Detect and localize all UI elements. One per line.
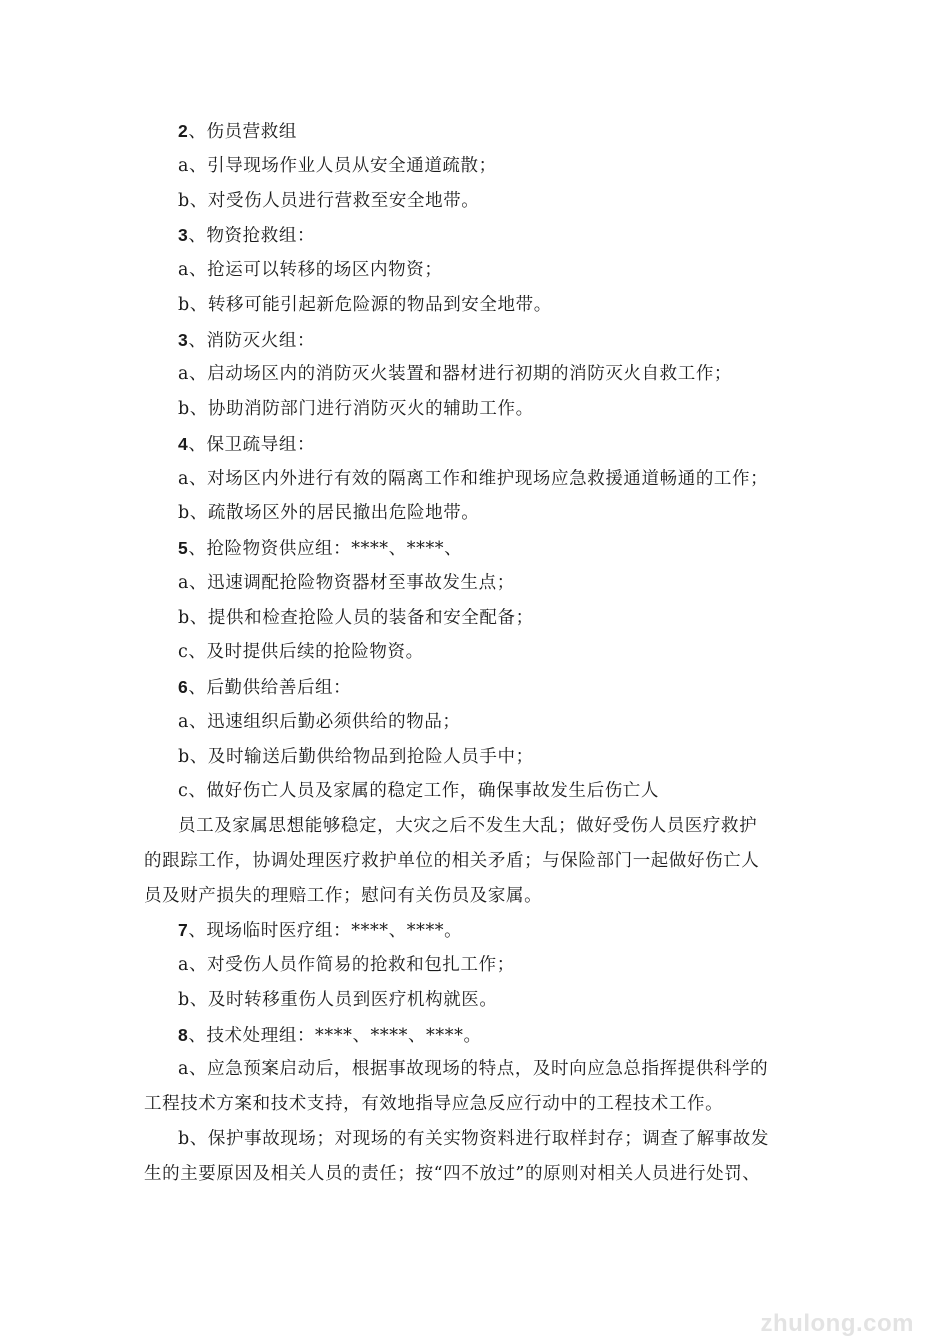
paragraph-line: a、抢运可以转移的场区内物资； (178, 260, 443, 280)
watermark: zhulong.com (760, 1310, 914, 1337)
section-number: 3 (178, 225, 189, 246)
section-heading (178, 675, 351, 700)
section-title: 、保卫疏导组： (188, 434, 316, 455)
section-heading (178, 918, 462, 943)
section-heading (178, 1023, 482, 1048)
paragraph-line: b、及时输送后勤供给物品到抢险人员手中； (178, 746, 534, 767)
section-number: 3 (178, 329, 189, 350)
section-number: 4 (178, 433, 189, 454)
section-title: 、后勤供给善后组： (188, 678, 352, 698)
paragraph-line: 员工及家属思想能够稳定，大灾之后不发生大乱；做好受伤人员医疗救护 (178, 816, 758, 836)
paragraph-line: b、协助消防部门进行消防灭火的辅助工作。 (178, 399, 534, 419)
section-title: 、现场临时医疗组：****、****。 (188, 921, 463, 942)
section-heading (178, 536, 462, 561)
paragraph-line: c、及时提供后续的抢险物资。 (178, 642, 424, 663)
section-title: 、技术处理组：****、****、****。 (188, 1025, 482, 1046)
paragraph-line: b、疏散场区外的居民撤出危险地带。 (178, 503, 480, 524)
paragraph-line: a、对受伤人员作简易的抢救和包扎工作； (178, 955, 515, 975)
paragraph-line: b、对受伤人员进行营救至安全地带。 (178, 190, 480, 211)
paragraph-line: b、转移可能引起新危险源的物品到安全地带。 (178, 294, 552, 315)
paragraph-line: 的跟踪工作，协调处理医疗救护单位的相关矛盾；与保险部门一起做好伤亡人 (144, 850, 760, 871)
paragraph-line: a、应急预案启动后，根据事故现场的特点，及时向应急总指挥提供科学的 (178, 1059, 769, 1080)
section-number: 6 (178, 677, 189, 697)
paragraph-line: 员及财产损失的理赔工作；慰问有关伤员及家属。 (144, 885, 543, 906)
section-title: 、伤员营救组 (188, 122, 297, 142)
section-number: 7 (178, 920, 189, 941)
section-number: 8 (178, 1024, 189, 1045)
paragraph-line: 工程技术方案和技术支持，有效地指导应急反应行动中的工程技术工作。 (144, 1094, 724, 1114)
section-title: 、抢险物资供应组：****、****、 (188, 539, 463, 559)
section-heading (178, 328, 315, 353)
paragraph-line: a、启动场区内的消防灭火装置和器材进行初期的消防灭火自救工作； (178, 364, 733, 385)
section-title: 、物资抢救组： (188, 226, 316, 247)
paragraph-line: b、及时转移重伤人员到医疗机构就医。 (178, 989, 498, 1010)
section-heading (178, 119, 297, 144)
paragraph-line: b、保护事故现场；对现场的有关实物资料进行取样封存；调查了解事故发 (178, 1128, 769, 1149)
paragraph-line: c、做好伤亡人员及家属的稳定工作，确保事故发生后伤亡人 (178, 781, 659, 802)
section-heading (178, 223, 315, 248)
section-title: 、消防灭火组： (188, 330, 316, 351)
paragraph-line: 生的主要原因及相关人员的责任；按“四不放过”的原则对相关人员进行处罚、 (144, 1163, 761, 1184)
section-number: 2 (178, 121, 189, 141)
section-number: 5 (178, 538, 189, 558)
paragraph-line: a、迅速组织后勤必须供给的物品； (178, 711, 461, 732)
paragraph-line: a、引导现场作业人员从安全通道疏散； (178, 155, 497, 176)
section-heading (178, 432, 315, 457)
paragraph-line: a、对场区内外进行有效的隔离工作和维护现场应急救援通道畅通的工作； (178, 468, 769, 489)
paragraph-line: b、提供和检查抢险人员的装备和安全配备； (178, 607, 534, 628)
paragraph-line: a、迅速调配抢险物资器材至事故发生点； (178, 572, 515, 593)
